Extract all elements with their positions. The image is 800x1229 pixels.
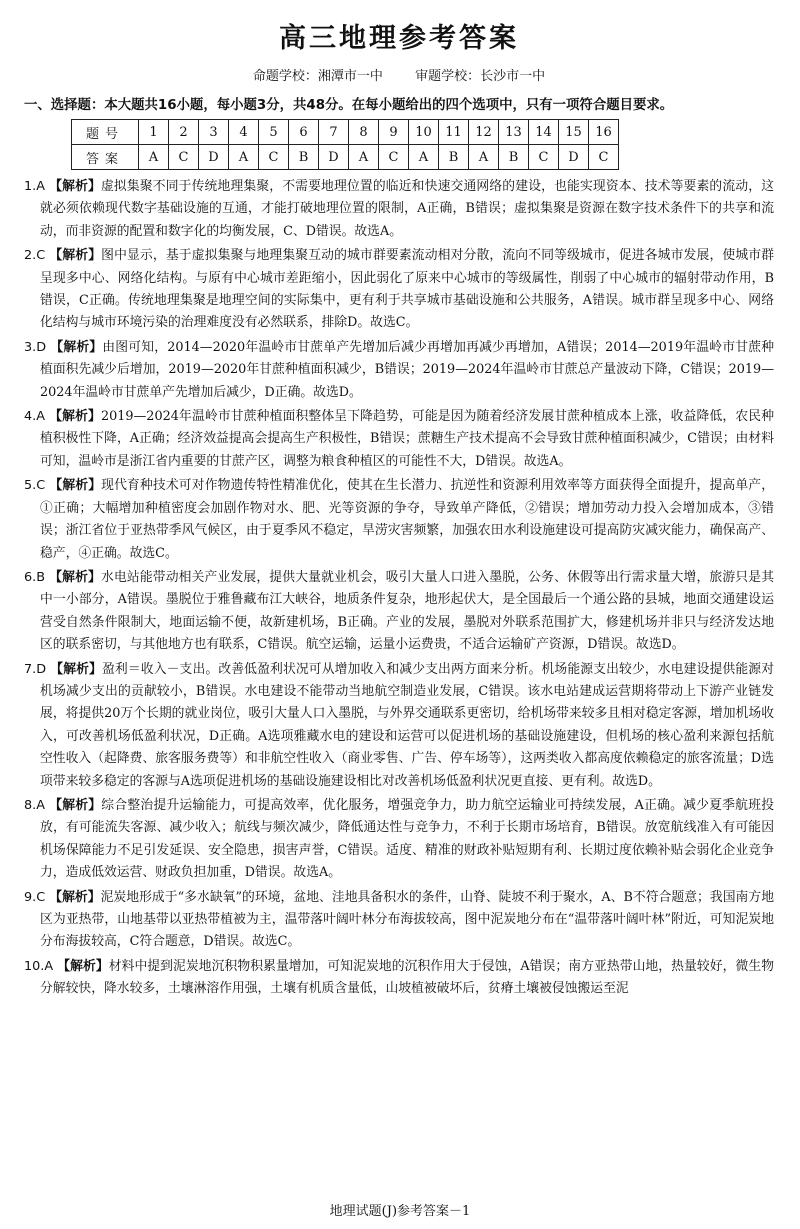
answer-cell: C [169, 145, 199, 170]
question-number: 16 [589, 120, 619, 145]
item-number: 8.A [24, 797, 45, 813]
question-number: 8 [349, 120, 379, 145]
question-number: 15 [559, 120, 589, 145]
answer-cell: C [589, 145, 619, 170]
answer-cell: C [259, 145, 289, 170]
row-label-number: 题号 [72, 120, 139, 145]
row-label-answer: 答案 [72, 145, 139, 170]
answer-cell: D [319, 145, 349, 170]
analysis-tag: 【解析】 [49, 797, 102, 813]
item-number: 3.D [24, 339, 47, 355]
analysis-tag: 【解析】 [57, 958, 109, 974]
answer-cell: A [469, 145, 499, 170]
question-number-row [72, 120, 619, 145]
analysis-item [24, 337, 774, 404]
item-text: 水电站能带动相关产业发展，提供大量就业机会，吸引大量人口进入墨脱，公务、休假等出行需求量大增，旅游只是其中一小部分，A错误。墨脱位于雅鲁藏布江大峡谷，地质条件复杂，地形起伏大，是全国最后一个通公路的县城，地面交通建设运营受自然条件限制大，地面运输不便，故新建机场，B正确。产业的发展，墨脱对外联系范围扩大，修建机场并非只与经济发达地区的联系密切，与其他地方也有联系，C错误。航空运输，运量小运费贵，不适合运输矿产资源，D错误。故选D。 [40, 569, 774, 653]
answer-cell: D [559, 145, 589, 170]
question-number: 2 [169, 120, 199, 145]
analysis-tag: 【解析】 [49, 569, 101, 585]
item-number: 1.A [24, 179, 45, 194]
question-number: 5 [259, 120, 289, 145]
question-number: 3 [199, 120, 229, 145]
analysis-tag: 【解析】 [49, 409, 101, 425]
analysis-tag: 【解析】 [50, 661, 102, 677]
analysis-list [24, 176, 774, 1001]
reviewer-school: 审题学校：长沙市一中 [415, 69, 546, 84]
item-text: 材料中提到泥炭地沉积物积累量增加，可知泥炭地的沉积作用大于侵蚀，A错误；南方亚热带山地，热量较好，微生物分解较快，降水较多，土壤淋溶作用强，土壤有机质含量低，山坡植被破坏后，贫瘠土壤被侵蚀搬运至泥 [40, 958, 775, 997]
answer-cell: A [229, 145, 259, 170]
analysis-tag: 【解析】 [49, 248, 102, 264]
section-heading: 一、选择题：本大题共16小题，每小题3分，共48分。在每小题给出的四个选项中，只有一项符合题目要求。 [24, 98, 674, 113]
question-number: 9 [379, 120, 409, 145]
answer-cell: A [409, 145, 439, 170]
item-number: 6.B [24, 569, 45, 585]
analysis-tag: 【解析】 [49, 889, 101, 905]
answer-cell: B [289, 145, 319, 170]
item-number: 4.A [24, 409, 45, 425]
question-number: 13 [499, 120, 529, 145]
item-text: 泥炭地形成于“多水缺氧”的环境，盆地、洼地具备积水的条件，山脊、陡坡不利于聚水，A、B不符合题意；我国南方地区为亚热带，山地基带以亚热带植被为主，温带落叶阔叶林分布海拔较高，图中泥炭地分布在“温带落叶阔叶林”附近，可知泥炭地分布海拔较高，C符合题意，D错误。故选C。 [40, 889, 774, 950]
analysis-tag: 【解析】 [49, 478, 102, 494]
analysis-item [24, 475, 774, 565]
answer-cell: A [349, 145, 379, 170]
analysis-item [24, 659, 774, 793]
item-text: 由图可知，2014—2020年温岭市甘蔗单产先增加后减少再增加再减少再增加，A错误；2014—2019年温岭市甘蔗种植面积先减少后增加，2019—2020年甘蔗种植面积减少，B错误；2019—2024年温岭市甘蔗总产量波动下降，C错误；2019—2024年温岭市甘蔗单产先增加后减少，D正确。故选D。 [40, 339, 775, 400]
analysis-tag: 【解析】 [50, 339, 103, 355]
item-number: 2.C [24, 248, 46, 264]
item-text: 现代育种技术可对作物遗传特性精准优化，使其在生长潜力、抗逆性和资源利用效率等方面获得全面提升，提高单产，①正确；大幅增加种植密度会加剧作物对水、肥、光等资源的争夺，导致单产降低，②错误；增加劳动力投入会增加成本，③错误；浙江省位于亚热带季风气候区，由于夏季风不稳定，旱涝灾害频繁，加强农田水利设施建设可提高防灾减灾能力，确保高产、稳产，④正确。故选C。 [40, 478, 775, 561]
question-number: 1 [139, 120, 169, 145]
question-number: 11 [439, 120, 469, 145]
analysis-item [24, 245, 774, 335]
analysis-item [24, 887, 774, 954]
question-number: 6 [289, 120, 319, 145]
item-text: 综合整治提升运输能力，可提高效率，优化服务，增强竞争力，助力航空运输业可持续发展，A正确。减少夏季航班投放，有可能流失客源、减少收入；航线与频次减少，降低通达性与竞争力，不利于长期市场培育，B错误。放宽航线准入有可能因机场保障能力不足引发延误、安全隐患，损害声誉，C错误。适度、精准的财政补贴短期有利、长期过度依赖补贴会弱化企业竞争力，造成低效运营、财政负担加重，D错误。故选A。 [40, 797, 774, 881]
answer-cell: D [199, 145, 229, 170]
analysis-item [24, 567, 774, 657]
analysis-item [24, 956, 774, 1001]
question-number: 14 [529, 120, 559, 145]
analysis-tag: 【解析】 [49, 179, 101, 194]
answer-cell: B [499, 145, 529, 170]
answer-cell: A [139, 145, 169, 170]
answer-row [72, 145, 619, 170]
question-number: 10 [409, 120, 439, 145]
school-info [24, 65, 774, 84]
analysis-item [24, 795, 774, 885]
analysis-item [24, 406, 774, 473]
item-number: 9.C [24, 889, 46, 905]
answer-cell: C [529, 145, 559, 170]
item-text: 虚拟集聚不同于传统地理集聚，不需要地理位置的临近和快速交通网络的建设，也能实现资本、技术等要素的流动，这就必须依赖现代数字基础设施的互通，才能打破地理位置的限制，A正确，B错误；虚拟集聚是资源在数字技术条件下的共享和流动，而非资源的配置和数字化的均衡发展，C、D错误。故选A。 [40, 179, 775, 239]
page-footer: 地理试题(J)参考答案－1 [329, 1204, 471, 1219]
item-text: 盈利＝收入－支出。改善低盈利状况可从增加收入和减少支出两方面来分析。机场能源支出较少，水电建设提供能源对机场减少支出的贡献较小，B错误。水电建设不能带动当地航空制造业发展，C错误。该水电站建成运营期将带动上下游产业链发展，将提供20万个长期的就业岗位，吸引大量人口入墨脱，与外界交通联系更密切，给机场带来较多且相对稳定客源，增加机场收入，可改善机场低盈利状况，D正确。A选项雅藏水电的建设和运营可以促进机场的基础设施建设，但机场的核心盈利来源包括航空性收入（起降费、旅客服务费等）和非航空性收入（商业零售、广告、停车场等），这两类收入都高度依赖稳定的旅客流量；D选项带来较多稳定的客源与A选项促进机场的基础设施建设相比对改善机场低盈利状况更直接、更有利。故选D。 [40, 661, 774, 789]
proposer-school: 命题学校：湘潭市一中 [252, 69, 383, 84]
item-text: 2019—2024年温岭市甘蔗种植面积整体呈下降趋势，可能是因为随着经济发展甘蔗种植成本上涨，收益降低，农民种植积极性下降，A正确；经济效益提高会提高生产积极性，B错误；蔗糖生产技术提高不会导致甘蔗种植面积减少，C错误；由材料可知，温岭市是浙江省内重要的甘蔗产区，调整为粮食种植区的可能性不大，D错误。故选A。 [40, 409, 774, 469]
question-number: 7 [319, 120, 349, 145]
item-number: 5.C [24, 478, 46, 494]
answer-cell: C [379, 145, 409, 170]
answer-cell: B [439, 145, 469, 170]
item-number: 7.D [24, 661, 47, 677]
answer-table [71, 119, 619, 170]
question-number: 4 [229, 120, 259, 145]
question-number: 12 [469, 120, 499, 145]
analysis-item [24, 176, 774, 243]
item-text: 图中显示，基于虚拟集聚与地理集聚互动的城市群要素流动相对分散，流向不同等级城市，促进各城市发展，使城市群呈现多中心、网络化结构。与原有中心城市差距缩小，因此弱化了原来中心城市的等级属性，削弱了中心城市的辐射带动作用，B错误，C正确。传统地理集聚是地理空间的实际集中，更有利于共享城市基础设施和公共服务，A错误。城市群呈现多中心、网络化结构与城市环境污染的治理难度没有必然联系，排除D。故选C。 [40, 248, 775, 331]
item-number: 10.A [24, 958, 54, 974]
page-title: 高三地理参考答案 [279, 23, 519, 54]
